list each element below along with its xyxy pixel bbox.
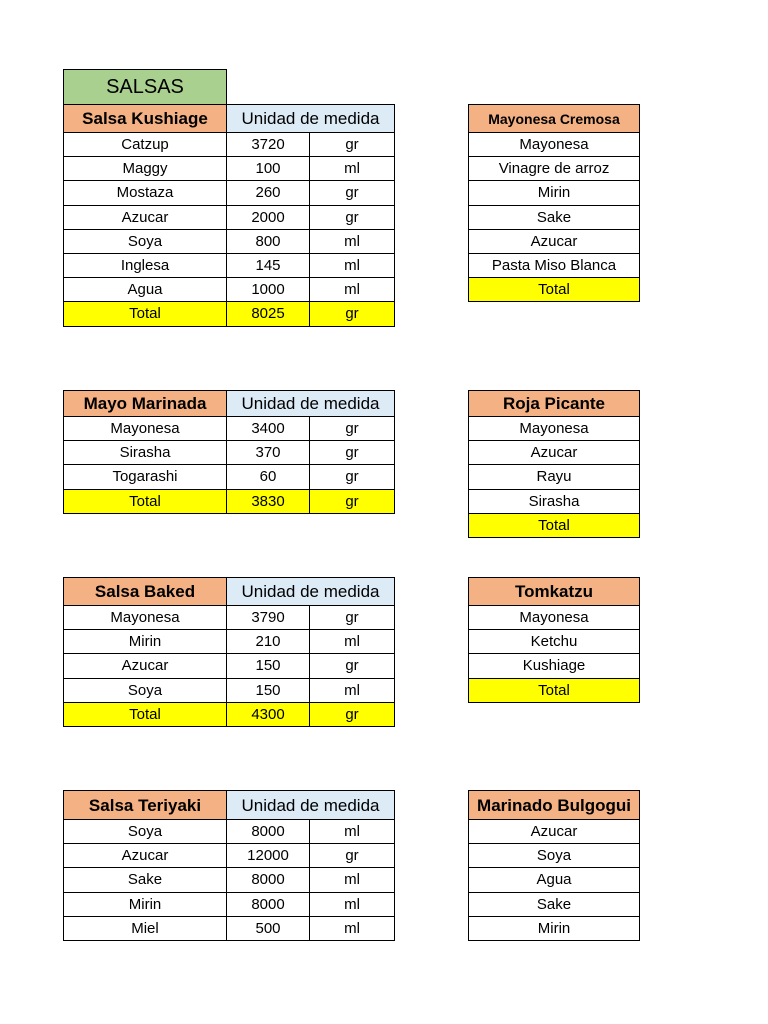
unit-header[interactable]: Unidad de medida xyxy=(226,577,395,606)
quantity-cell[interactable]: 150 xyxy=(226,678,310,703)
quantity-cell[interactable]: 1000 xyxy=(226,277,310,302)
ingredient-cell[interactable]: Soya xyxy=(468,843,640,868)
total-unit[interactable]: gr xyxy=(309,489,395,514)
ingredient-cell[interactable]: Ketchu xyxy=(468,629,640,654)
total-unit[interactable]: gr xyxy=(309,301,395,326)
unit-cell[interactable]: gr xyxy=(309,205,395,230)
ingredient-cell[interactable]: Sirasha xyxy=(63,440,227,465)
unit-header[interactable]: Unidad de medida xyxy=(226,790,395,820)
ingredient-cell[interactable]: Agua xyxy=(63,277,227,302)
unit-cell[interactable]: gr xyxy=(309,180,395,205)
unit-cell[interactable]: gr xyxy=(309,843,395,868)
unit-cell[interactable]: gr xyxy=(309,464,395,489)
ingredient-cell[interactable]: Mayonesa xyxy=(468,132,640,157)
unit-cell[interactable]: ml xyxy=(309,629,395,654)
total-label[interactable]: Total xyxy=(468,277,640,302)
total-unit[interactable]: gr xyxy=(309,702,395,727)
ingredient-cell[interactable]: Azucar xyxy=(63,205,227,230)
quantity-cell[interactable]: 145 xyxy=(226,253,310,278)
ingredient-cell[interactable]: Mayonesa xyxy=(468,605,640,630)
recipe-name[interactable]: Salsa Baked xyxy=(63,577,227,606)
ingredient-cell[interactable]: Mayonesa xyxy=(63,605,227,630)
total-label[interactable]: Total xyxy=(63,702,227,727)
unit-cell[interactable]: ml xyxy=(309,156,395,181)
ingredient-cell[interactable]: Soya xyxy=(63,229,227,254)
ingredient-cell[interactable]: Sirasha xyxy=(468,489,640,514)
ingredient-cell[interactable]: Mirin xyxy=(63,629,227,654)
ingredient-cell[interactable]: Azucar xyxy=(63,843,227,868)
ingredient-cell[interactable]: Rayu xyxy=(468,464,640,489)
ingredient-cell[interactable]: Azucar xyxy=(468,819,640,844)
total-label[interactable]: Total xyxy=(63,301,227,326)
quantity-cell[interactable]: 3400 xyxy=(226,416,310,441)
quantity-cell[interactable]: 12000 xyxy=(226,843,310,868)
sheet-title[interactable]: SALSAS xyxy=(63,69,227,105)
total-quantity[interactable]: 8025 xyxy=(226,301,310,326)
quantity-cell[interactable]: 3720 xyxy=(226,132,310,157)
unit-cell[interactable]: ml xyxy=(309,867,395,892)
unit-header[interactable]: Unidad de medida xyxy=(226,104,395,133)
ingredient-cell[interactable]: Azucar xyxy=(63,653,227,678)
ingredient-cell[interactable]: Togarashi xyxy=(63,464,227,489)
total-label[interactable]: Total xyxy=(468,678,640,703)
ingredient-cell[interactable]: Mirin xyxy=(63,892,227,917)
quantity-cell[interactable]: 500 xyxy=(226,916,310,941)
ingredient-cell[interactable]: Mostaza xyxy=(63,180,227,205)
unit-cell[interactable]: ml xyxy=(309,253,395,278)
total-quantity[interactable]: 3830 xyxy=(226,489,310,514)
recipe-name[interactable]: Tomkatzu xyxy=(468,577,640,606)
unit-cell[interactable]: ml xyxy=(309,819,395,844)
ingredient-cell[interactable]: Inglesa xyxy=(63,253,227,278)
quantity-cell[interactable]: 8000 xyxy=(226,867,310,892)
ingredient-cell[interactable]: Mirin xyxy=(468,180,640,205)
ingredient-cell[interactable]: Soya xyxy=(63,678,227,703)
ingredient-cell[interactable]: Azucar xyxy=(468,229,640,254)
ingredient-cell[interactable]: Mayonesa xyxy=(468,416,640,441)
ingredient-cell[interactable]: Sake xyxy=(468,892,640,917)
ingredient-cell[interactable]: Sake xyxy=(468,205,640,230)
total-label[interactable]: Total xyxy=(468,513,640,538)
ingredient-cell[interactable]: Kushiage xyxy=(468,653,640,678)
quantity-cell[interactable]: 370 xyxy=(226,440,310,465)
ingredient-cell[interactable]: Sake xyxy=(63,867,227,892)
unit-cell[interactable]: gr xyxy=(309,605,395,630)
total-label[interactable]: Total xyxy=(63,489,227,514)
unit-cell[interactable]: ml xyxy=(309,916,395,941)
ingredient-cell[interactable]: Miel xyxy=(63,916,227,941)
ingredient-cell[interactable]: Pasta Miso Blanca xyxy=(468,253,640,278)
unit-header[interactable]: Unidad de medida xyxy=(226,390,395,417)
ingredient-cell[interactable]: Azucar xyxy=(468,440,640,465)
quantity-cell[interactable]: 8000 xyxy=(226,892,310,917)
ingredient-cell[interactable]: Mayonesa xyxy=(63,416,227,441)
recipe-name[interactable]: Mayonesa Cremosa xyxy=(468,104,640,133)
recipe-name[interactable]: Roja Picante xyxy=(468,390,640,417)
quantity-cell[interactable]: 150 xyxy=(226,653,310,678)
unit-cell[interactable]: gr xyxy=(309,132,395,157)
quantity-cell[interactable]: 800 xyxy=(226,229,310,254)
ingredient-cell[interactable]: Soya xyxy=(63,819,227,844)
unit-cell[interactable]: ml xyxy=(309,678,395,703)
unit-cell[interactable]: gr xyxy=(309,416,395,441)
quantity-cell[interactable]: 8000 xyxy=(226,819,310,844)
unit-cell[interactable]: ml xyxy=(309,892,395,917)
quantity-cell[interactable]: 3790 xyxy=(226,605,310,630)
recipe-name[interactable]: Salsa Teriyaki xyxy=(63,790,227,820)
ingredient-cell[interactable]: Mirin xyxy=(468,916,640,941)
ingredient-cell[interactable]: Catzup xyxy=(63,132,227,157)
unit-cell[interactable]: ml xyxy=(309,277,395,302)
ingredient-cell[interactable]: Maggy xyxy=(63,156,227,181)
recipe-name[interactable]: Salsa Kushiage xyxy=(63,104,227,133)
unit-cell[interactable]: gr xyxy=(309,440,395,465)
quantity-cell[interactable]: 260 xyxy=(226,180,310,205)
total-quantity[interactable]: 4300 xyxy=(226,702,310,727)
quantity-cell[interactable]: 210 xyxy=(226,629,310,654)
recipe-name[interactable]: Mayo Marinada xyxy=(63,390,227,417)
quantity-cell[interactable]: 2000 xyxy=(226,205,310,230)
quantity-cell[interactable]: 60 xyxy=(226,464,310,489)
ingredient-cell[interactable]: Vinagre de arroz xyxy=(468,156,640,181)
ingredient-cell[interactable]: Agua xyxy=(468,867,640,892)
recipe-name[interactable]: Marinado Bulgogui xyxy=(468,790,640,820)
quantity-cell[interactable]: 100 xyxy=(226,156,310,181)
unit-cell[interactable]: ml xyxy=(309,229,395,254)
unit-cell[interactable]: gr xyxy=(309,653,395,678)
